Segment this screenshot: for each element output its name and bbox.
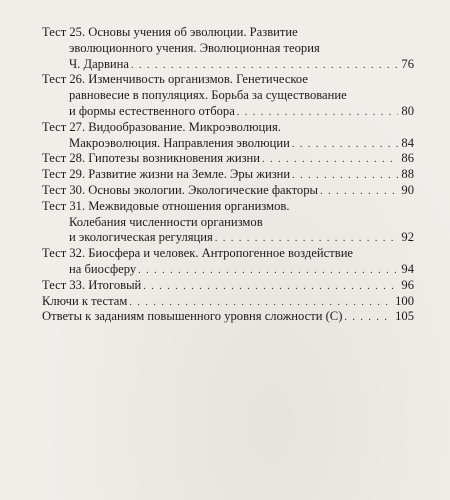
toc-entry-text: Тест 25. Основы учения об эволюции. Развитие [42,25,298,39]
page-number: 80 [401,103,414,118]
toc-entry-test-33 [42,278,414,294]
toc-entry-text: Тест 31. Межвидовые отношения организмов. [42,198,290,213]
page-number: 105 [395,309,414,324]
dot-leader [320,184,398,200]
page-number: 84 [401,135,414,150]
page-number: 76 [401,56,414,71]
toc-line [42,183,414,199]
dot-leader [237,105,398,121]
page-number: 88 [401,167,414,182]
toc-line [42,262,414,278]
toc-line [42,278,414,294]
toc-line [42,88,414,104]
toc-line [42,25,414,41]
dot-leader [292,168,398,184]
toc-line [42,151,414,167]
toc-entry-test-32 [42,246,414,278]
toc-entry-text: Тест 33. Итоговый [42,277,142,292]
toc-entry-text: Тест 29. Развитие жизни на Земле. Эры жизни [42,167,291,182]
toc-line [42,230,414,246]
toc-line [42,57,414,73]
toc-entry-test-29 [42,167,414,183]
toc-line [42,136,414,152]
toc-entry-test-27 [42,120,414,152]
toc-entry-answer-keys [42,294,414,310]
toc-entry-text: Ключи к тестам [42,293,128,308]
page-number: 86 [401,151,414,166]
toc-line [42,104,414,120]
toc-entry-text: Тест 26. Изменчивость организмов. Генетическое [42,72,308,87]
toc-entry-text: Колебания численности организмов [69,214,263,229]
toc-entry-text: Тест 27. Видообразование. Микроэволюция. [42,119,281,134]
toc-entry-text: Тест 32. Биосфера и человек. Антропогенное воздействие [42,246,354,261]
dot-leader [143,279,398,295]
toc-entry-test-26 [42,72,414,119]
toc-line [42,199,414,215]
toc-entry-text: и формы естественного отбора [69,103,235,118]
toc-line [42,41,414,57]
toc-line [42,167,414,183]
toc-entry-text: эволюционного учения. Эволюционная теория [69,40,320,55]
toc-entry-text: и экологическая регуляция [69,230,213,245]
page-number: 94 [401,261,414,276]
dot-leader [215,231,398,247]
page-number: 90 [401,182,414,197]
page-number: 96 [401,277,414,292]
table-of-contents [42,25,414,325]
page-number: 92 [401,230,414,245]
toc-entry-text: Ответы к заданиям повышенного уровня сложности (С) [42,309,343,324]
dot-leader [344,310,393,326]
dot-leader [262,152,398,168]
dot-leader [138,263,398,279]
toc-line [42,309,414,325]
dot-leader [129,295,393,311]
dot-leader [292,137,398,153]
toc-entry-text: Макроэволюция. Направления эволюции [69,135,290,150]
toc-entry-test-31 [42,199,414,246]
toc-line [42,215,414,231]
toc-entry-test-25 [42,25,414,72]
toc-entry-text: Ч. Дарвина [69,56,129,71]
toc-entry-test-30 [42,183,414,199]
toc-line [42,246,414,262]
toc-line [42,72,414,88]
toc-entry-text: Тест 28. Гипотезы возникновения жизни [42,151,261,166]
toc-entry-advanced-answers [42,309,414,325]
toc-line [42,120,414,136]
dot-leader [131,58,398,74]
page-number: 100 [395,293,414,308]
toc-entry-text: Тест 30. Основы экологии. Экологические факторы [42,182,318,197]
toc-entry-text: равновесие в популяциях. Борьба за существование [69,88,347,103]
toc-entry-text: на биосферу [69,261,137,276]
toc-entry-test-28 [42,151,414,167]
toc-line [42,294,414,310]
